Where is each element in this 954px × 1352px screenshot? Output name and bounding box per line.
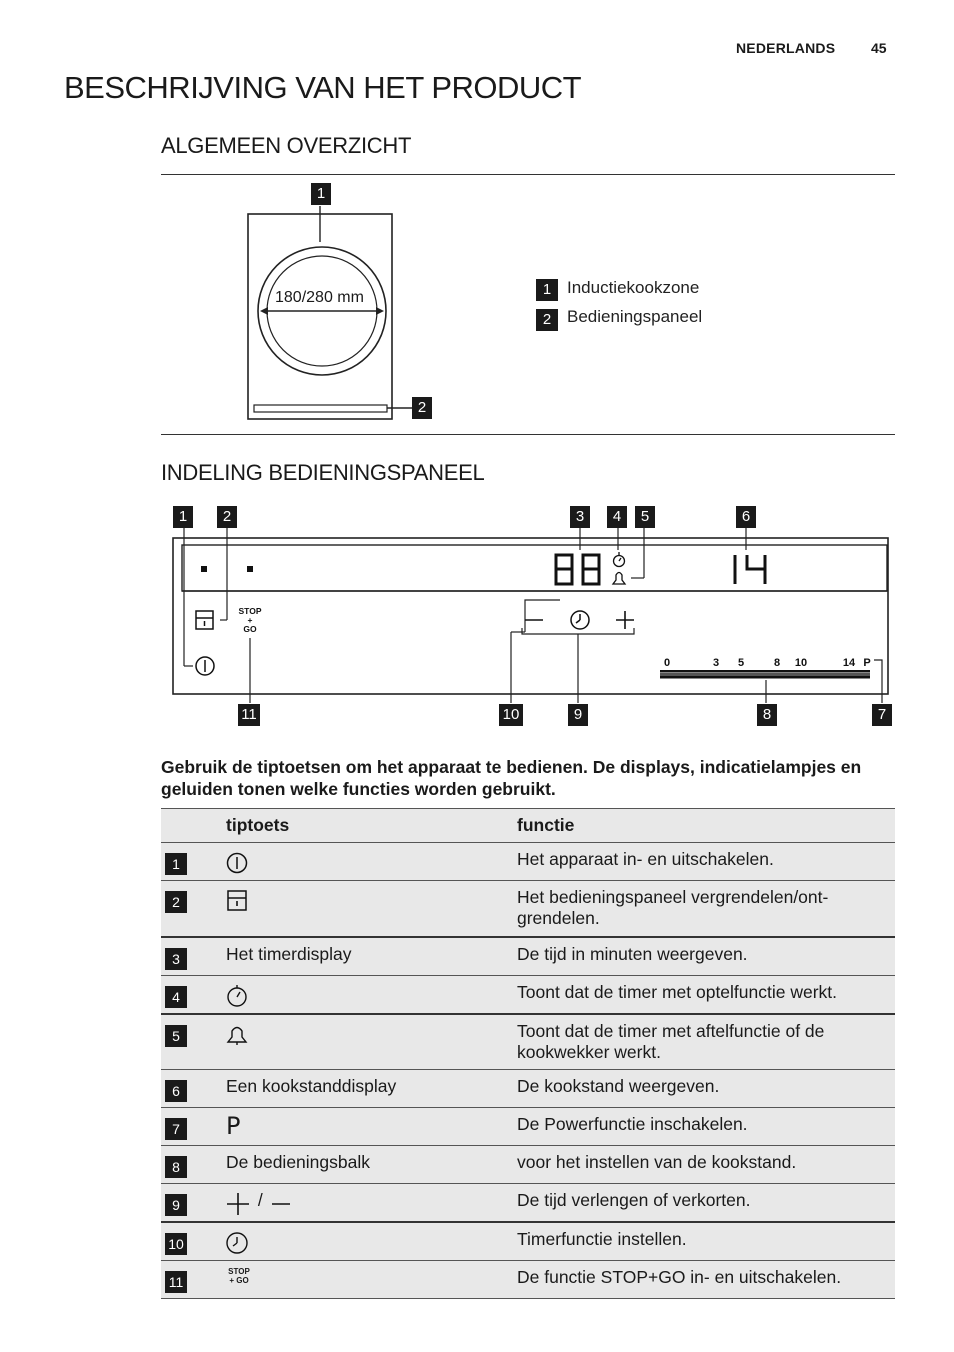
- clock-icon: [226, 1231, 250, 1255]
- table-row: [161, 975, 895, 1014]
- zone-diameter-label: 180/280 mm: [275, 289, 364, 306]
- function-table: [161, 808, 895, 1299]
- row-function: De tijd in minuten weergeven.: [517, 937, 895, 976]
- power-icon: [226, 851, 250, 875]
- table-row: [161, 1146, 895, 1184]
- row-number: 1: [165, 853, 187, 875]
- lock-icon: [226, 889, 250, 913]
- header-num: [161, 809, 226, 843]
- row-number: 8: [165, 1156, 187, 1178]
- callout-1: 1: [311, 183, 331, 205]
- page-number: 45: [871, 40, 887, 56]
- table-row: [161, 1261, 895, 1299]
- section-heading-panel: INDELING BEDIENINGSPANEEL: [161, 460, 485, 485]
- table-row: [161, 937, 895, 976]
- row-number: 5: [165, 1025, 187, 1047]
- panel-callout-7: 7: [872, 704, 892, 726]
- row-function: Toont dat de timer met aftelfunctie of de kookwekker werkt.: [517, 1014, 895, 1070]
- table-row: [161, 1070, 895, 1108]
- row-function: De kookstand weergeven.: [517, 1070, 895, 1108]
- panel-callout-11: 11: [238, 704, 260, 726]
- legend-label-1: Inductiekookzone: [567, 278, 700, 297]
- table-row: [161, 1222, 895, 1261]
- panel-callout-5: 5: [635, 506, 655, 528]
- row-function: voor het instellen van de kookstand.: [517, 1146, 895, 1184]
- control-bar: [660, 670, 870, 679]
- panel-callout-10: 10: [499, 704, 523, 726]
- panel-callout-6: 6: [736, 506, 756, 528]
- panel-callout-3: 3: [570, 506, 590, 528]
- row-key-text: Een kookstanddisplay: [226, 1070, 517, 1108]
- row-number: 11: [165, 1271, 187, 1293]
- header-language: NEDERLANDS: [736, 40, 836, 56]
- scale-label-14: 14: [842, 657, 856, 669]
- legend-label-2: Bedieningspaneel: [567, 307, 703, 326]
- panel-callout-4: 4: [607, 506, 627, 528]
- row-function: Het apparaat in- en uitschakelen.: [517, 843, 895, 881]
- row-function: De tijd verlengen of verkorten.: [517, 1184, 895, 1223]
- scale-label-3: 3: [712, 657, 720, 669]
- row-number: 7: [165, 1118, 187, 1140]
- scale-label-10: 10: [794, 657, 808, 669]
- row-number: 6: [165, 1080, 187, 1102]
- table-row: [161, 881, 895, 937]
- row-function: De Powerfunctie inschakelen.: [517, 1108, 895, 1146]
- table-row: [161, 843, 895, 881]
- panel-callout-2: 2: [217, 506, 237, 528]
- row-key-text: Het timerdisplay: [226, 937, 517, 976]
- legend-num-2: 2: [536, 309, 558, 331]
- stop-go-line-2: +: [247, 615, 253, 625]
- minus-icon: [271, 1192, 291, 1216]
- panel-callout-1: 1: [173, 506, 193, 528]
- divider: [161, 174, 895, 175]
- callout-2: 2: [412, 397, 432, 419]
- slash-separator: /: [257, 1190, 263, 1210]
- bell-icon: [226, 1023, 250, 1047]
- row-function: De functie STOP+GO in- en uitschakelen.: [517, 1261, 895, 1299]
- divider: [161, 434, 895, 435]
- plus-icon: [226, 1192, 250, 1216]
- page-title: BESCHRIJVING VAN HET PRODUCT: [64, 70, 582, 105]
- row-number: 2: [165, 891, 187, 913]
- p-icon: P: [226, 1112, 241, 1140]
- panel-callout-8: 8: [757, 704, 777, 726]
- stop-go-line-3: GO: [243, 624, 257, 634]
- row-function: Toont dat de timer met optelfunctie werkt.: [517, 975, 895, 1014]
- scale-label-0: 0: [663, 657, 671, 669]
- row-function: Timerfunctie instellen.: [517, 1222, 895, 1261]
- table-row: [161, 1108, 895, 1146]
- row-function: Het bedieningspaneel vergrendelen/ont-grendelen.: [517, 881, 895, 937]
- row-number: 3: [165, 948, 187, 970]
- header-key: tiptoets: [226, 809, 517, 843]
- row-number: 4: [165, 986, 187, 1008]
- row-key-text: De bedieningsbalk: [226, 1146, 517, 1184]
- legend-num-1: 1: [536, 279, 558, 301]
- intro-paragraph: Gebruik de tiptoetsen om het apparaat te bedienen. De displays, indicatielampjes en geluiden tonen welke functies worden gebruikt.: [161, 757, 862, 799]
- row-number: 9: [165, 1194, 187, 1216]
- section-heading-overview: ALGEMEEN OVERZICHT: [161, 133, 412, 158]
- header-function: functie: [517, 809, 895, 843]
- scale-label-5: 5: [737, 657, 745, 669]
- stop-go-line-1: STOP: [238, 606, 262, 616]
- panel-callout-9: 9: [568, 704, 588, 726]
- table-row: [161, 1014, 895, 1070]
- stopwatch-icon: [226, 984, 250, 1008]
- control-panel-diagram: [160, 528, 900, 703]
- table-header-row: [161, 809, 895, 843]
- scale-label-p: P: [863, 657, 871, 669]
- scale-label-8: 8: [773, 657, 781, 669]
- row-number: 10: [165, 1233, 187, 1255]
- table-row: [161, 1184, 895, 1223]
- stop-go-icon: STOP + GO: [228, 1267, 250, 1285]
